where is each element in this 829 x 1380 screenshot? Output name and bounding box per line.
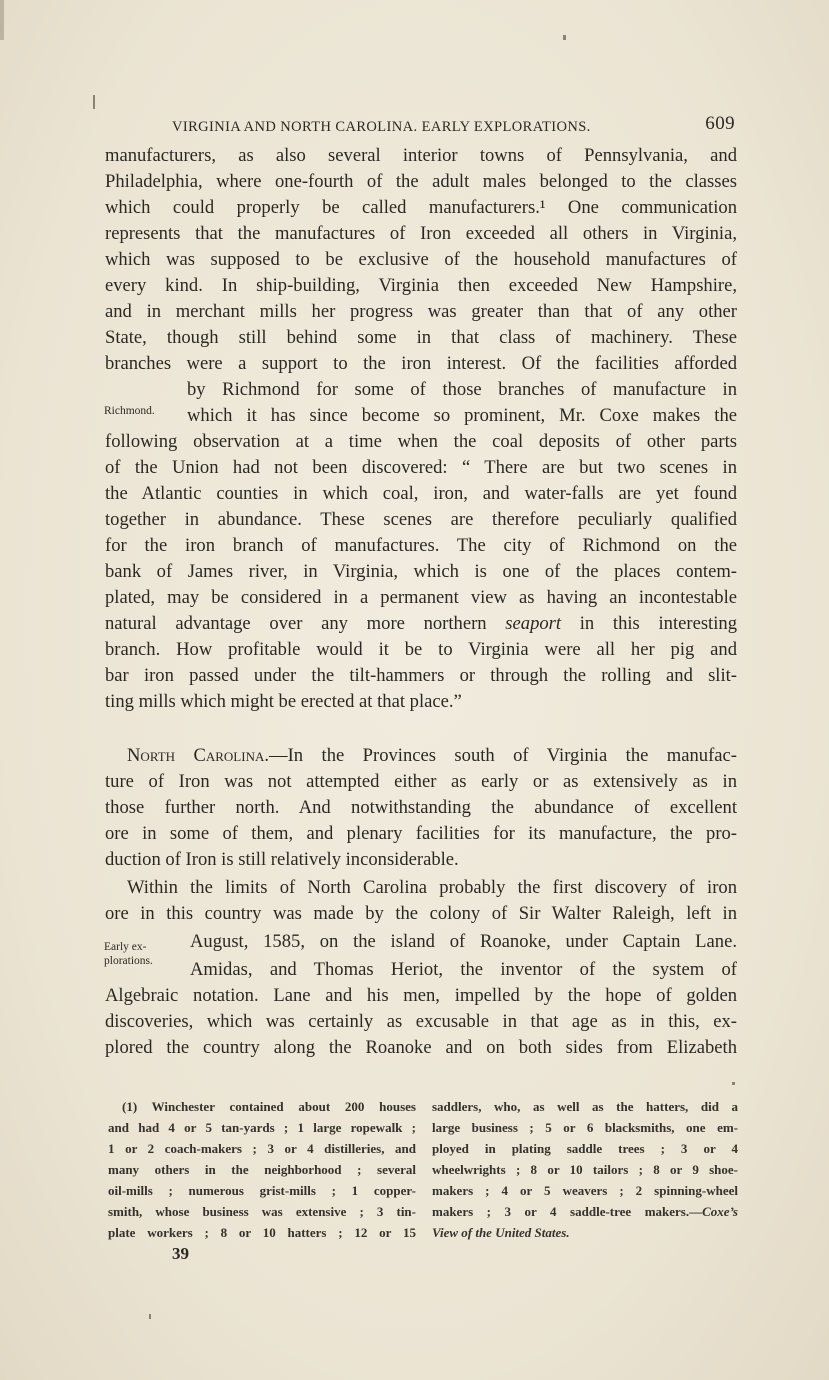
running-title: VIRGINIA AND NORTH CAROLINA. EARLY EXPLORATIONS. (172, 119, 591, 135)
text-line: Within the limits of North Carolina probably the first discovery of iron (127, 877, 737, 898)
text-span: natural advantage over any more northern (105, 613, 506, 634)
signature-mark: 39 (172, 1244, 189, 1263)
speck-mark (93, 95, 95, 109)
footnote-line: wheelwrights ; 8 or 10 tailors ; 8 or 9 shoe- (432, 1162, 738, 1177)
text-line: which was supposed to be exclusive of the household manufactures of (105, 249, 737, 270)
footnote-line: 1 or 2 coach-makers ; 3 or 4 distilleries, and (108, 1141, 416, 1156)
section-first-line (127, 743, 737, 769)
text-line: State, though still behind some in that class of machinery. These (105, 327, 737, 348)
text-span: in this interesting (561, 613, 737, 634)
text-line: bar iron passed under the tilt-hammers or through the rolling and slit- (105, 665, 737, 686)
text-line: every kind. In ship-building, Virginia then exceeded New Hampshire, (105, 275, 737, 296)
text-line: ore in some of them, and plenary facilities for its manufacture, the pro- (105, 823, 737, 844)
left-edge-shadow (0, 0, 4, 40)
text-line: which could properly be called manufacturers.¹ One communication (105, 197, 737, 218)
citation-italic: Coxe’s (702, 1204, 738, 1219)
text-line: ture of Iron was not attempted either as early or as extensively as in (105, 771, 737, 792)
text-line: plored the country along the Roanoke and on both sides from Elizabeth (105, 1037, 737, 1058)
margin-note-early-explorations-1: Early ex- (104, 941, 147, 953)
text-line: plated, may be considered in a permanent view as having an incontestable (105, 587, 737, 608)
margin-note-richmond: Richmond. (104, 405, 155, 417)
text-line: represents that the manufactures of Iron exceeded all others in Virginia, (105, 223, 737, 244)
speck-mark (149, 1314, 151, 1319)
footnote-line: ployed in plating saddle trees ; 3 or 4 (432, 1141, 738, 1156)
text-line: the Atlantic counties in which coal, iron, and water-falls are yet found (105, 483, 737, 504)
footnote-line: smith, whose business was extensive ; 3 tin- (108, 1204, 416, 1219)
citation-title: View of the United States. (432, 1225, 570, 1240)
text-line: duction of Iron is still relatively inconsiderable. (105, 849, 459, 870)
text-line-seaport (105, 611, 737, 637)
text-line: ore in this country was made by the colony of Sir Walter Raleigh, left in (105, 903, 737, 924)
text-line: August, 1585, on the island of Roanoke, under Captain Lane. (190, 931, 737, 952)
footnote-line-with-citation (432, 1201, 738, 1222)
text-line: Amidas, and Thomas Heriot, the inventor of the system of (190, 959, 737, 980)
text-line: Algebraic notation. Lane and his men, impelled by the hope of golden (105, 985, 737, 1006)
text-line: ting mills which might be erected at that place.” (105, 691, 462, 712)
footnote-line: oil-mills ; numerous grist-mills ; 1 copper- (108, 1183, 416, 1198)
text-line: those further north. And notwithstanding the abundance of excellent (105, 797, 737, 818)
section-heading-north-carolina: North Carolina. (127, 745, 270, 766)
text-span: —In the Provinces south of Virginia the manufac- (269, 745, 737, 766)
text-line: bank of James river, in Virginia, which is one of the places contem- (105, 561, 737, 582)
text-line: branches were a support to the iron interest. Of the facilities afforded (105, 353, 737, 374)
text-line: Philadelphia, where one-fourth of the adult males belonged to the classes (105, 171, 737, 192)
text-line: of the Union had not been discovered: “ There are but two scenes in (105, 457, 737, 478)
text-line: manufacturers, as also several interior towns of Pennsylvania, and (105, 145, 737, 166)
footnote-line: and had 4 or 5 tan-yards ; 1 large ropewalk ; (108, 1120, 416, 1135)
text-span: makers ; 3 or 4 saddle-tree makers.— (432, 1204, 703, 1219)
footnote-line: saddlers, who, as well as the hatters, did a (432, 1099, 738, 1114)
italic-word-seaport: seaport (505, 613, 562, 634)
text-line: and in merchant mills her progress was greater than that of any other (105, 301, 737, 322)
text-line: for the iron branch of manufactures. The city of Richmond on the (105, 535, 737, 556)
footnote-line: (1) Winchester contained about 200 houses (122, 1099, 416, 1114)
text-line: together in abundance. These scenes are therefore peculiarly qualified (105, 509, 737, 530)
page-number: 609 (705, 113, 735, 134)
footnote-line: makers ; 4 or 5 weavers ; 2 spinning-wheel (432, 1183, 738, 1198)
footnote-line: large business ; 5 or 6 blacksmiths, one em- (432, 1120, 738, 1135)
text-line: by Richmond for some of those branches of manufacture in (187, 379, 737, 400)
speck-mark (732, 1082, 735, 1085)
footnote-line: plate workers ; 8 or 10 hatters ; 12 or 15 (108, 1225, 416, 1240)
text-line: discoveries, which was certainly as excusable in that age as in this, ex- (105, 1011, 737, 1032)
text-line: which it has since become so prominent, Mr. Coxe makes the (187, 405, 737, 426)
running-header (172, 113, 735, 141)
footnote-line (432, 1222, 738, 1243)
footnote-line: many others in the neighborhood ; several (108, 1162, 416, 1177)
margin-note-early-explorations-2: plorations. (104, 955, 153, 967)
text-line: branch. How profitable would it be to Virginia were all her pig and (105, 639, 737, 660)
speck-mark (563, 35, 566, 40)
text-line: following observation at a time when the coal deposits of other parts (105, 431, 737, 452)
